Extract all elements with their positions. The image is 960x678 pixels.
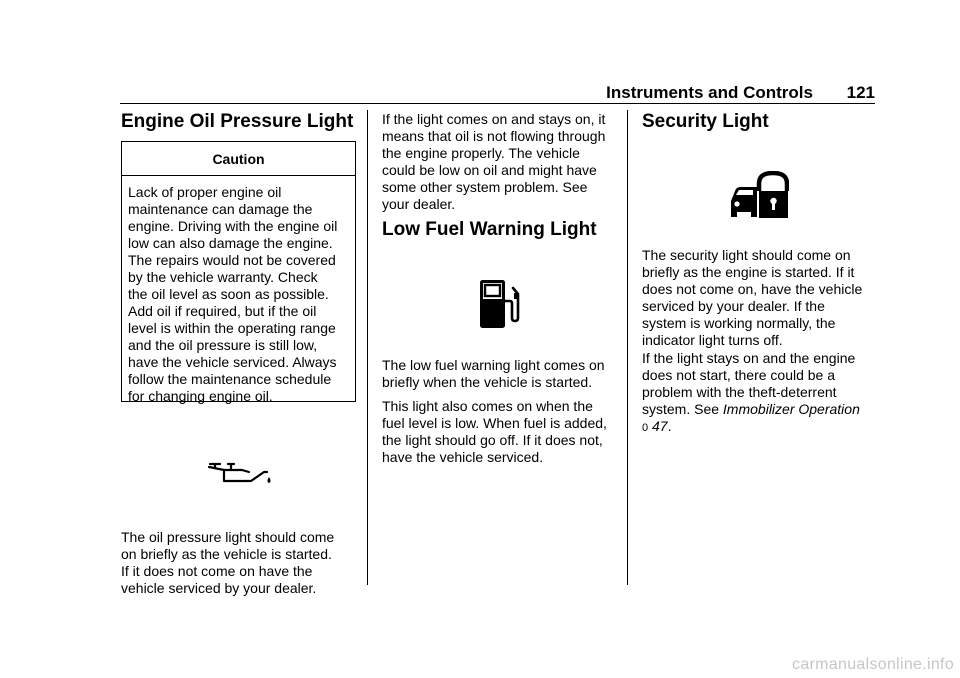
security-paragraph-2 [642, 350, 882, 437]
text-line: This light also comes on when the [382, 398, 593, 414]
caution-line: level is within the operating range [128, 320, 336, 336]
text-line: on briefly as the vehicle is started. [121, 546, 332, 562]
text-line: problem with the theft-deterrent [642, 384, 837, 400]
caution-line: maintenance can damage the [128, 201, 313, 217]
immobilizer-operation-link[interactable]: Immobilizer Operation [722, 401, 860, 417]
text-line: some other system problem. See [382, 179, 588, 195]
caution-line: low can also damage the engine. [128, 235, 333, 251]
caution-line: by the vehicle warranty. Check [128, 269, 318, 285]
text-line: does not start, there could be a [642, 367, 836, 383]
oil-can-icon [207, 460, 273, 486]
text-line: have the vehicle serviced. [382, 449, 544, 465]
caution-line: for changing engine oil. [128, 388, 273, 404]
text-line: The low fuel warning light comes on [382, 357, 605, 373]
text-line: If it does not come on have the [121, 563, 313, 579]
text-line: does not come on, have the vehicle [642, 281, 863, 297]
caution-body [122, 176, 355, 405]
caution-box [121, 141, 356, 402]
section-title-oil-pressure: Engine Oil Pressure Light [121, 111, 354, 132]
caution-title: Caution [122, 142, 355, 176]
low-fuel-paragraph-1 [382, 357, 622, 391]
page-ref-symbol: 0 [642, 422, 649, 434]
column-divider-2 [627, 110, 628, 585]
column-1 [121, 108, 361, 134]
watermark-text: carmanualsonline.info [792, 656, 954, 673]
oil-light-paragraph [121, 529, 361, 597]
page-reference[interactable] [642, 418, 882, 437]
section-title-security: Security Light [642, 111, 769, 132]
text-line: briefly as the engine is started. If it [642, 264, 855, 280]
text-line: serviced by your dealer. If the [642, 298, 825, 314]
text-line: The security light should come on [642, 247, 851, 263]
caution-line: Add oil if required, but if the oil [128, 303, 317, 319]
text-line: means that oil is not flowing through [382, 128, 606, 144]
text-line: If the light comes on and stays on, it [382, 111, 606, 127]
text-line-with-reference [642, 401, 882, 418]
text-line: If the light stays on and the engine [642, 350, 856, 366]
section-title-low-fuel: Low Fuel Warning Light [382, 219, 597, 240]
caution-line: follow the maintenance schedule [128, 371, 332, 387]
text-line: The oil pressure light should come [121, 529, 335, 545]
fuel-pump-icon [480, 280, 524, 328]
page-header [120, 80, 875, 102]
text-line: indicator light turns off. [642, 332, 783, 348]
header-page-number: 121 [846, 83, 875, 102]
text-line: could be low on oil and might have [382, 162, 597, 178]
page-ref-suffix: . [667, 418, 672, 434]
header-rule [120, 103, 875, 104]
text-fragment: system. See [642, 401, 723, 417]
caution-line: and the oil pressure is still low, [128, 337, 318, 353]
text-line: the engine properly. The vehicle [382, 145, 580, 161]
text-line: your dealer. [382, 196, 456, 212]
text-line: fuel level is low. When fuel is added, [382, 415, 607, 431]
car-padlock-icon [729, 171, 789, 219]
low-fuel-paragraph-2 [382, 398, 622, 466]
column-divider-1 [367, 110, 368, 585]
caution-line: The repairs would not be covered [128, 252, 336, 268]
caution-line: Lack of proper engine oil [128, 184, 282, 200]
caution-line: the oil level as soon as possible. [128, 286, 329, 302]
caution-line: have the vehicle serviced. Always [128, 354, 337, 370]
oil-light-continued-paragraph [382, 111, 622, 213]
caution-line: engine. Driving with the engine oil [128, 218, 338, 234]
text-line: vehicle serviced by your dealer. [121, 580, 317, 596]
text-line: system is working normally, the [642, 315, 836, 331]
security-paragraph-1 [642, 247, 882, 349]
header-section-title: Instruments and Controls [606, 83, 813, 102]
text-line: briefly when the vehicle is started. [382, 374, 593, 390]
text-line: the light should go off. If it does not, [382, 432, 603, 448]
page-ref-number: 47 [652, 418, 668, 434]
